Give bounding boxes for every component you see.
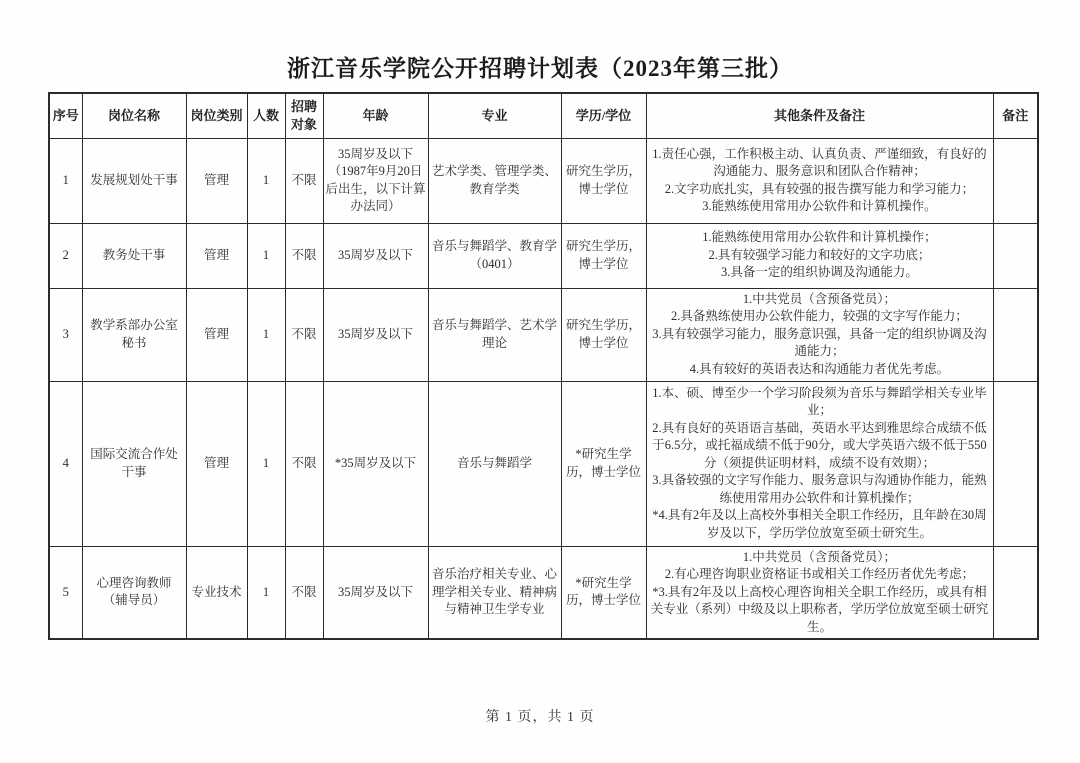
cell-remark — [993, 546, 1038, 639]
cell-category: 专业技术 — [186, 546, 247, 639]
cell-position: 教学系部办公室秘书 — [82, 288, 186, 381]
table-body — [49, 138, 1038, 639]
table-row — [49, 288, 1038, 381]
cell-major: 音乐与舞蹈学、教育学（0401） — [428, 223, 561, 288]
recruitment-plan-table — [48, 92, 1039, 640]
table-header — [49, 93, 1038, 138]
header-seq: 序号 — [49, 93, 82, 138]
header-category: 岗位类别 — [186, 93, 247, 138]
cell-category: 管理 — [186, 138, 247, 223]
cell-remark — [993, 138, 1038, 223]
cell-conditions: 1.中共党员（含预备党员）； 2.有心理咨询职业资格证书或相关工作经历者优先考虑； *3.具有2年及以上高校心理咨询相关全职工作经历，或具有相关专业（系列）中级及以上职称者，学历学位放宽至硕士研究生。 — [646, 546, 993, 639]
cell-age: 35周岁及以下 — [323, 546, 428, 639]
page-title: 浙江音乐学院公开招聘计划表（2023年第三批） — [287, 56, 793, 81]
cell-position: 心理咨询教师（辅导员） — [82, 546, 186, 639]
cell-degree: 研究生学历，博士学位 — [561, 223, 646, 288]
cell-major: 音乐与舞蹈学 — [428, 381, 561, 546]
cell-target: 不限 — [285, 223, 323, 288]
cell-age: *35周岁及以下 — [323, 381, 428, 546]
cell-major: 音乐与舞蹈学、艺术学理论 — [428, 288, 561, 381]
cell-remark — [993, 381, 1038, 546]
cell-degree: 研究生学历，博士学位 — [561, 138, 646, 223]
page-number: 第 1 页，共 1 页 — [485, 710, 595, 725]
header-age: 年龄 — [323, 93, 428, 138]
cell-seq: 2 — [49, 223, 82, 288]
cell-major: 音乐治疗相关专业、心理学相关专业、精神病与精神卫生学专业 — [428, 546, 561, 639]
cell-position: 教务处干事 — [82, 223, 186, 288]
cell-category: 管理 — [186, 381, 247, 546]
cell-count: 1 — [247, 138, 285, 223]
cell-remark — [993, 288, 1038, 381]
cell-target: 不限 — [285, 546, 323, 639]
header-remark: 备注 — [993, 93, 1038, 138]
cell-age: 35周岁及以下 — [323, 288, 428, 381]
cell-category: 管理 — [186, 288, 247, 381]
cell-category: 管理 — [186, 223, 247, 288]
cell-count: 1 — [247, 288, 285, 381]
cell-degree: *研究生学历，博士学位 — [561, 546, 646, 639]
header-major: 专业 — [428, 93, 561, 138]
cell-position: 发展规划处干事 — [82, 138, 186, 223]
header-row — [49, 93, 1038, 138]
cell-target: 不限 — [285, 138, 323, 223]
cell-remark — [993, 223, 1038, 288]
cell-degree: 研究生学历，博士学位 — [561, 288, 646, 381]
cell-seq: 4 — [49, 381, 82, 546]
cell-age: 35周岁及以下 — [323, 223, 428, 288]
cell-age: 35周岁及以下（1987年9月20日后出生，以下计算办法同） — [323, 138, 428, 223]
cell-target: 不限 — [285, 381, 323, 546]
table-row — [49, 138, 1038, 223]
cell-count: 1 — [247, 381, 285, 546]
cell-target: 不限 — [285, 288, 323, 381]
header-conditions: 其他条件及备注 — [646, 93, 993, 138]
recruitment-table-container — [48, 92, 1039, 640]
header-position: 岗位名称 — [82, 93, 186, 138]
table-row — [49, 546, 1038, 639]
cell-position: 国际交流合作处干事 — [82, 381, 186, 546]
cell-count: 1 — [247, 223, 285, 288]
cell-seq: 3 — [49, 288, 82, 381]
cell-major: 艺术学类、管理学类、教育学类 — [428, 138, 561, 223]
table-row — [49, 381, 1038, 546]
cell-conditions: 1.中共党员（含预备党员）； 2.具备熟练使用办公软件能力，较强的文字写作能力； 3.具有较强学习能力，服务意识强，具备一定的组织协调及沟通能力； 4.具有较好的英语表达和沟通能力者优先考虑。 — [646, 288, 993, 381]
table-row — [49, 223, 1038, 288]
cell-conditions: 1.责任心强，工作积极主动、认真负责、严谨细致，有良好的沟通能力、服务意识和团队合作精神； 2.文字功底扎实，具有较强的报告撰写能力和学习能力； 3.能熟练使用常用办公软件和计算机操作。 — [646, 138, 993, 223]
cell-conditions: 1.能熟练使用常用办公软件和计算机操作； 2.具有较强学习能力和较好的文字功底； 3.具备一定的组织协调及沟通能力。 — [646, 223, 993, 288]
cell-count: 1 — [247, 546, 285, 639]
header-target: 招聘对象 — [285, 93, 323, 138]
header-count: 人数 — [247, 93, 285, 138]
cell-degree: *研究生学历，博士学位 — [561, 381, 646, 546]
cell-seq: 1 — [49, 138, 82, 223]
cell-seq: 5 — [49, 546, 82, 639]
header-degree: 学历/学位 — [561, 93, 646, 138]
cell-conditions: 1.本、硕、博至少一个学习阶段须为音乐与舞蹈学相关专业毕业； 2.具有良好的英语语言基础，英语水平达到雅思综合成绩不低于6.5分，或托福成绩不低于90分，或大学英语六级不低于550分（须提供证明材料，成绩不设有效期）； 3.具备较强的文字写作能力、服务意识与沟通协作能力，能熟练使用常用办公软件和计算机操作； *4.具有2年及以上高校外事相关全职工作经历，且年龄在30周岁及以下，学历学位放宽至硕士研究生。 — [646, 381, 993, 546]
